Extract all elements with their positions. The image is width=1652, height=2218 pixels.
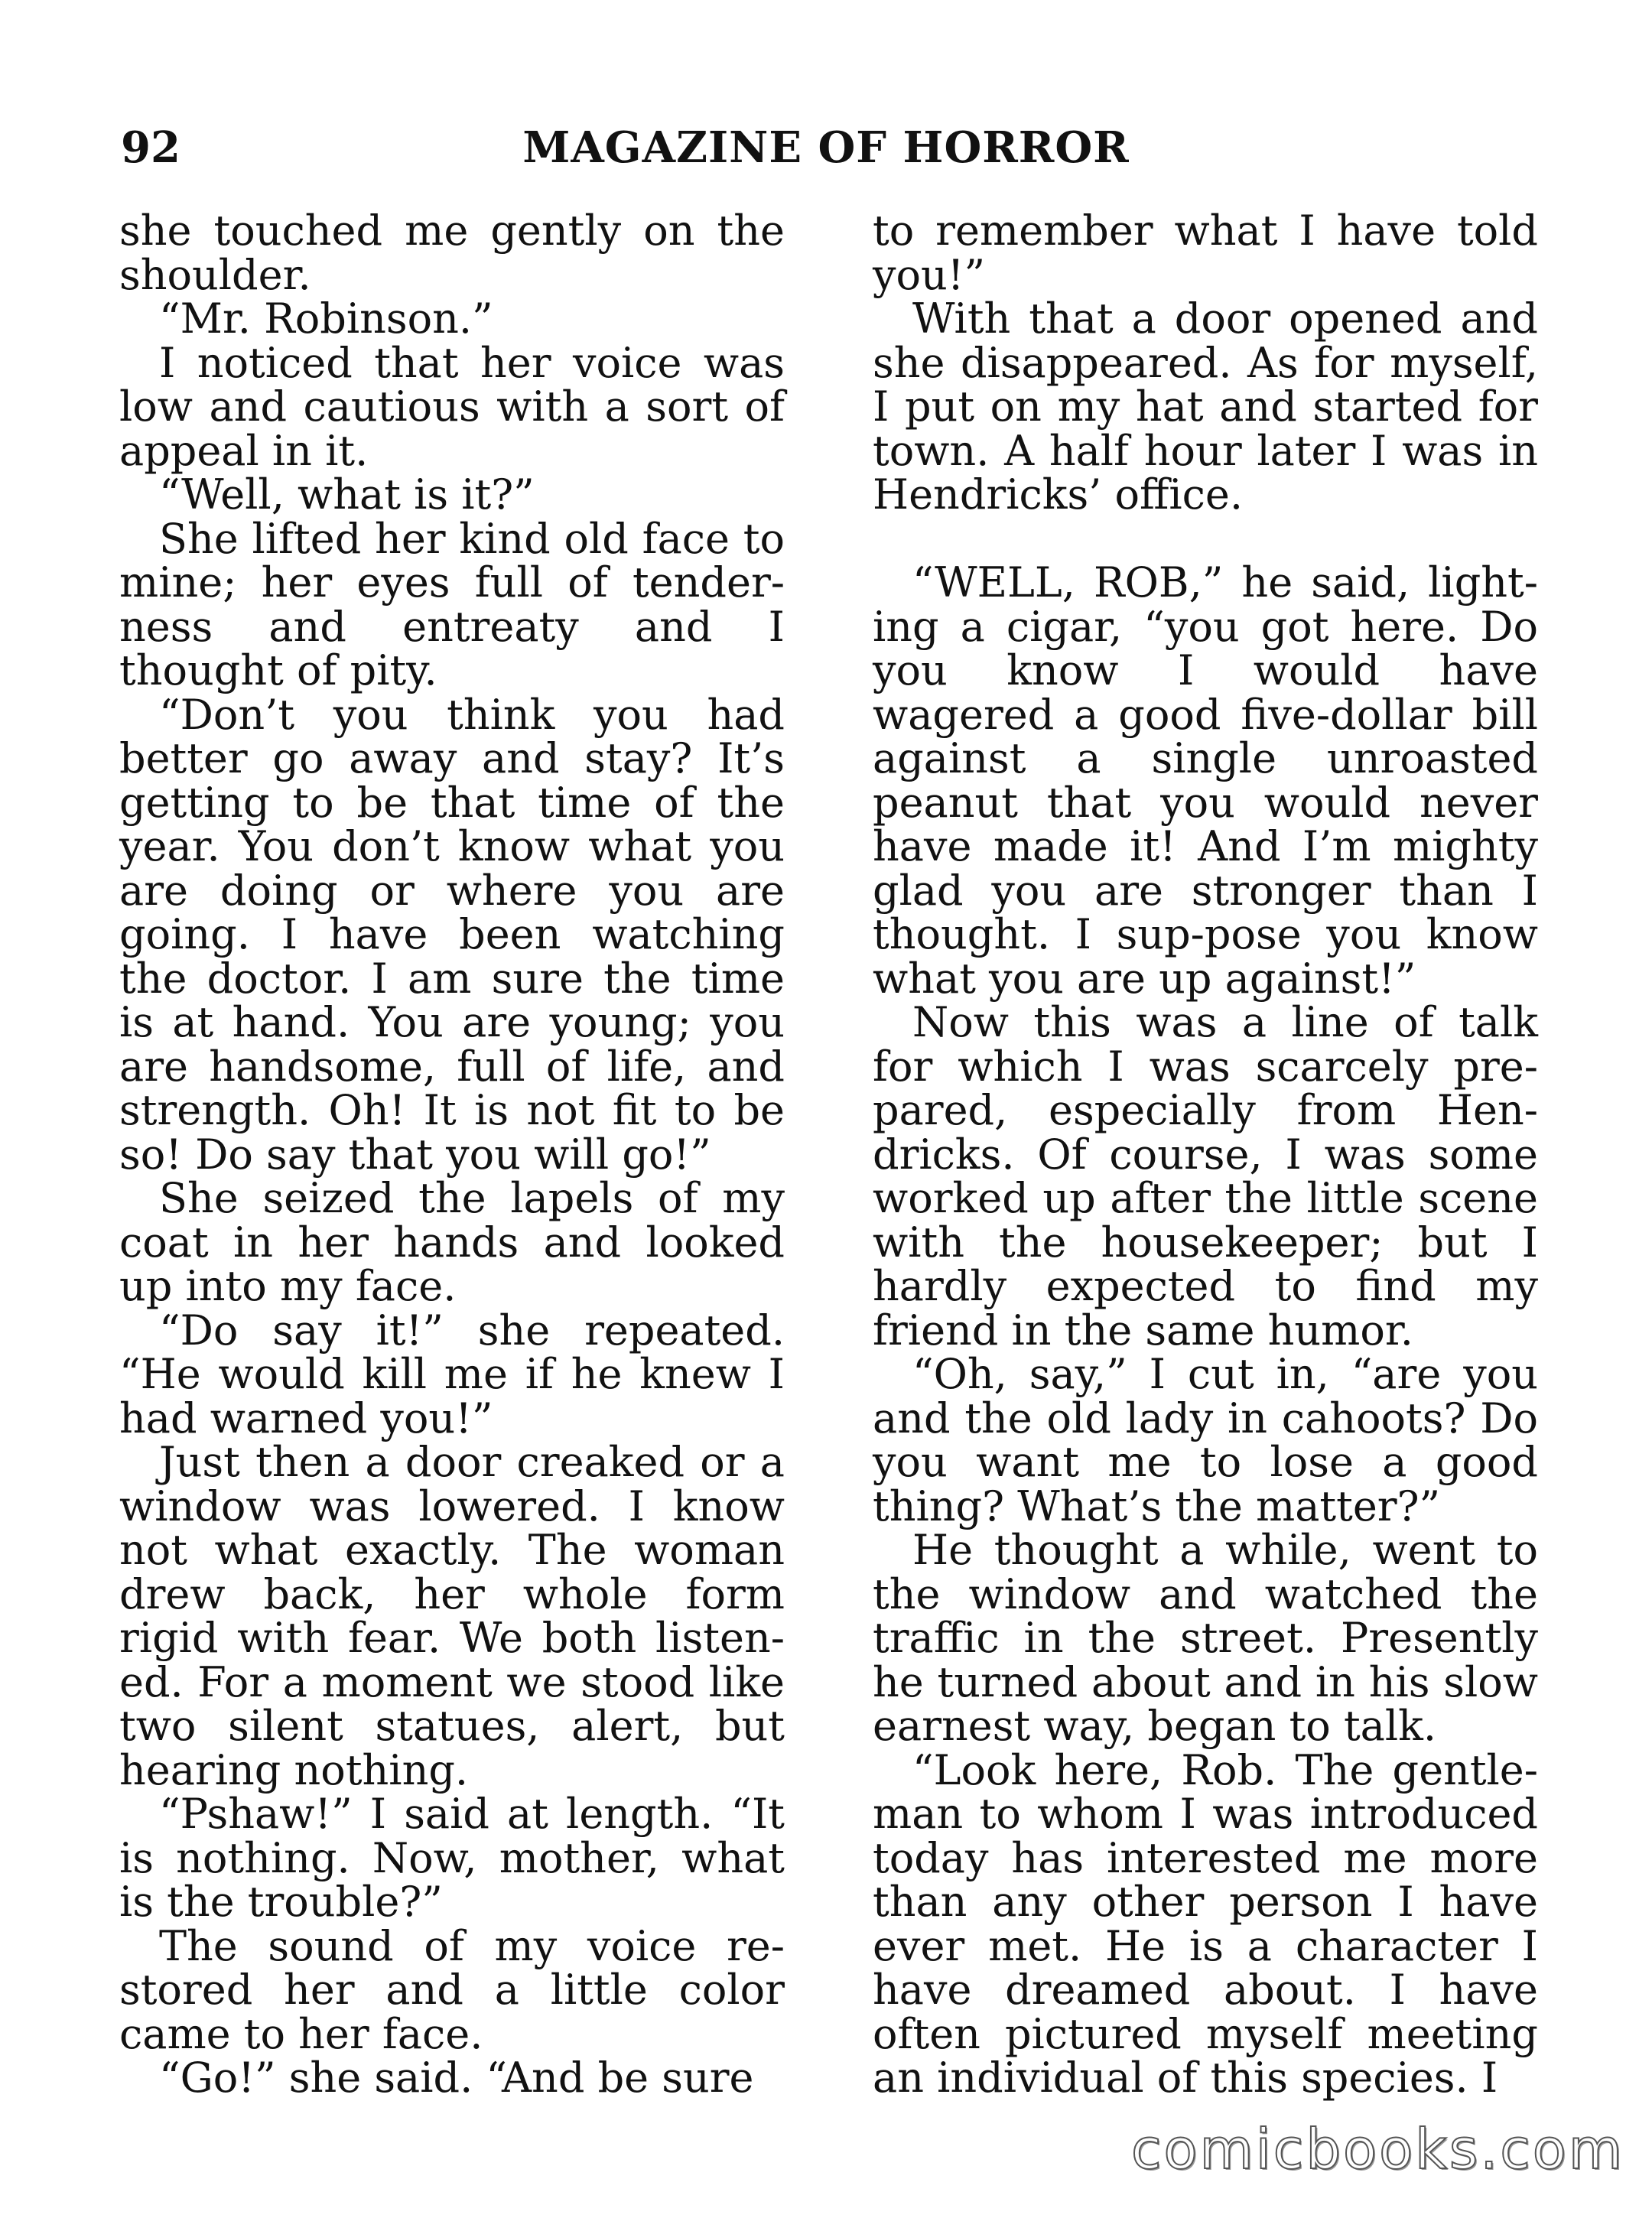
paragraph: He thought a while, went to the window and watched the traffic in the street. Presently he turned about and in his slow earnest way, began to talk. [873, 1526, 1538, 1750]
paragraph: “Well, what is it?” [159, 470, 535, 519]
paragraph: She seized the lapels of my coat in her hands and looked up into my face. [119, 1174, 785, 1310]
paragraph: “Pshaw!” I said at length. “It is nothing. Now, mother, what is the trouble?” [119, 1790, 785, 1926]
paragraph: The sound of my voice re-stored her and a little color came to her face. [119, 1921, 785, 2058]
page-number: 92 [121, 122, 180, 173]
paragraph: “Oh, say,” I cut in, “are you and the old lady in cahoots? Do you want me to lose a good thing? What’s the matter?” [873, 1350, 1538, 1530]
paragraph: Just then a door creaked or a window was lowered. I know not what exactly. The woman drew back, her whole form rigid with fear. We both listen-ed. For a moment we stood like two silent statues, alert, but hearing nothing. [119, 1438, 785, 1794]
paragraph: “Go!” she said. “And be sure [159, 2054, 754, 2102]
right-column [873, 209, 1538, 2100]
watermark-logo: comicbooks.com [1130, 2117, 1624, 2181]
paragraph: Now this was a line of talk for which I was scarcely pre-pared, especially from Hen-dricks. Of course, I was some worked up after the little scene with the housekeeper; but I hardly expected to find my friend in the same humor. [873, 998, 1538, 1355]
paragraph: “Mr. Robinson.” [159, 294, 493, 343]
section-opening-paragraph: “WELL, ROB,” he said, light-ing a cigar, “you got here. Do you know I would have wagered a good five-dollar bill against a single unroasted peanut that you would never have made it! And I’m mighty glad you are stronger than I thought. I sup-pose you know what you are up against!” [873, 558, 1538, 1003]
paragraph: I noticed that her voice was low and cautious with a sort of appeal in it. [119, 338, 785, 475]
paragraph: With that a door opened and she disappeared. As for myself, I put on my hat and started for town. A half hour later I was in Hendricks’ office. [873, 294, 1538, 519]
paragraph: “Do say it!” she repeated. “He would kill me if he knew I had warned you!” [119, 1306, 785, 1442]
paragraph: She lifted her kind old face to mine; her eyes full of tender-ness and entreaty and I thought of pity. [119, 514, 785, 694]
paragraph: she touched me gently on the shoulder. [119, 207, 785, 299]
paragraph: “Don’t you think you had better go away and stay? It’s getting to be that time of the year. You don’t know what you are doing or where you are going. I have been watching the doctor. I am sure the time is at hand. You are young; you are handsome, full of life, and strength. Oh! It is not fit to be so! Do say that you will go!” [119, 690, 785, 1179]
paragraph: to remember what I have told you!” [873, 207, 1538, 299]
paragraph: “Look here, Rob. The gentle-man to whom I was introduced today has interested me more than any other person I have ever met. He is a character I have dreamed about. I have often pictured myself meeting an individual of this species. I [873, 1745, 1538, 2102]
left-column [119, 209, 785, 2100]
running-head-title: MAGAZINE OF HORROR [522, 122, 1130, 173]
